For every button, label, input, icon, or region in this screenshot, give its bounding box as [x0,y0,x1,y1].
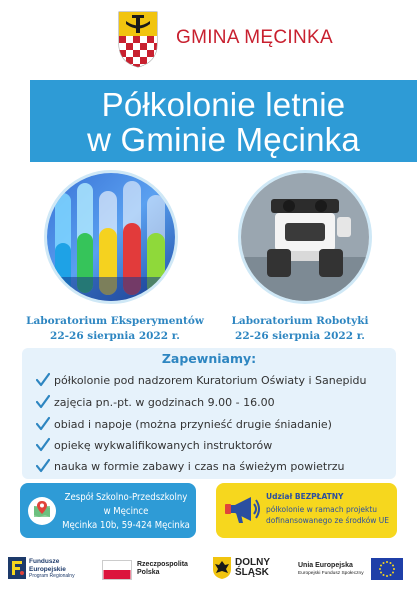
address-line-2: w Męcince [103,506,149,517]
eu-flag-icon [371,558,403,580]
rzeczpospolita-polska-text [137,561,188,577]
lab-name: Laboratorium Robotyki [231,315,369,327]
checkmark-icon [36,394,50,410]
dolny-slask-text [235,558,270,578]
checkmark-icon [36,458,50,474]
benefit-text: półkolonie pod nadzorem Kuratorium Oświaty i Sanepidu [54,374,367,387]
gmina-name: GMINA MĘCINKA [176,27,333,48]
fe-title-2: Europejskie [29,565,66,573]
rp-line-2: Polska [137,569,160,576]
promo-line-1: Udział BEZPŁATNY [266,492,344,501]
benefit-text: opiekę wykwalifikowanych instruktorów [54,439,273,452]
benefit-text: obiad i napoje (można przynieść drugie śniadanie) [54,418,332,431]
promo-line-2: półkolonie w ramach projektu [266,505,378,514]
lab-dates: 22-26 sierpnia 2022 r. [50,330,180,342]
checkmark-icon [36,372,50,388]
ue-subtitle: Europejski Fundusz Społeczny [298,571,364,576]
title-line-1: Półkolonie letnie [101,86,346,123]
fundusze-europejskie-logo [8,557,26,579]
checkmark-icon [36,416,50,432]
fe-title-1: Fundusze [29,558,60,565]
gmina-coat-of-arms-logo [117,10,159,68]
test-tubes-photo [44,170,178,304]
robot-photo [238,170,372,304]
rp-line-1: Rzeczpospolita [137,561,188,568]
dolny-slask-eagle-icon [213,557,231,579]
promo-line-3: dofinansowanego ze środków UE [266,516,390,525]
address-line-3: Męcinka 10b, 59-424 Męcinka [62,520,190,531]
megaphone-icon [223,494,261,526]
ue-line-1: Unia Europejska [298,562,353,569]
ds-line-1: DOLNY [235,557,270,568]
ds-line-2: ŚLĄSK [235,567,269,578]
benefits-title: Zapewniamy: [161,351,257,366]
fe-subtitle: Program Regionalny [29,573,75,579]
lab-dates: 22-26 sierpnia 2022 r. [235,330,365,342]
checkmark-icon [36,437,50,453]
address-line-1: Zespół Szkolno-Przedszkolny [64,492,188,503]
map-pin-icon [28,497,56,525]
fundusze-europejskie-text [29,558,75,581]
lab-caption-robotics [205,314,395,344]
lab-name: Laboratorium Eksperymentów [26,315,204,327]
poland-flag-icon [102,560,132,580]
map-pin-badge [28,497,56,525]
lab-caption-experiments [20,314,210,344]
benefit-text: nauka w formie zabawy i czas na świeżym powietrzu [54,460,345,473]
benefit-text: zajęcia pn.-pt. w godzinach 9.00 - 16.00 [54,396,275,409]
title-line-2: w Gminie Męcinka [87,121,360,158]
unia-europejska-text [298,562,364,578]
